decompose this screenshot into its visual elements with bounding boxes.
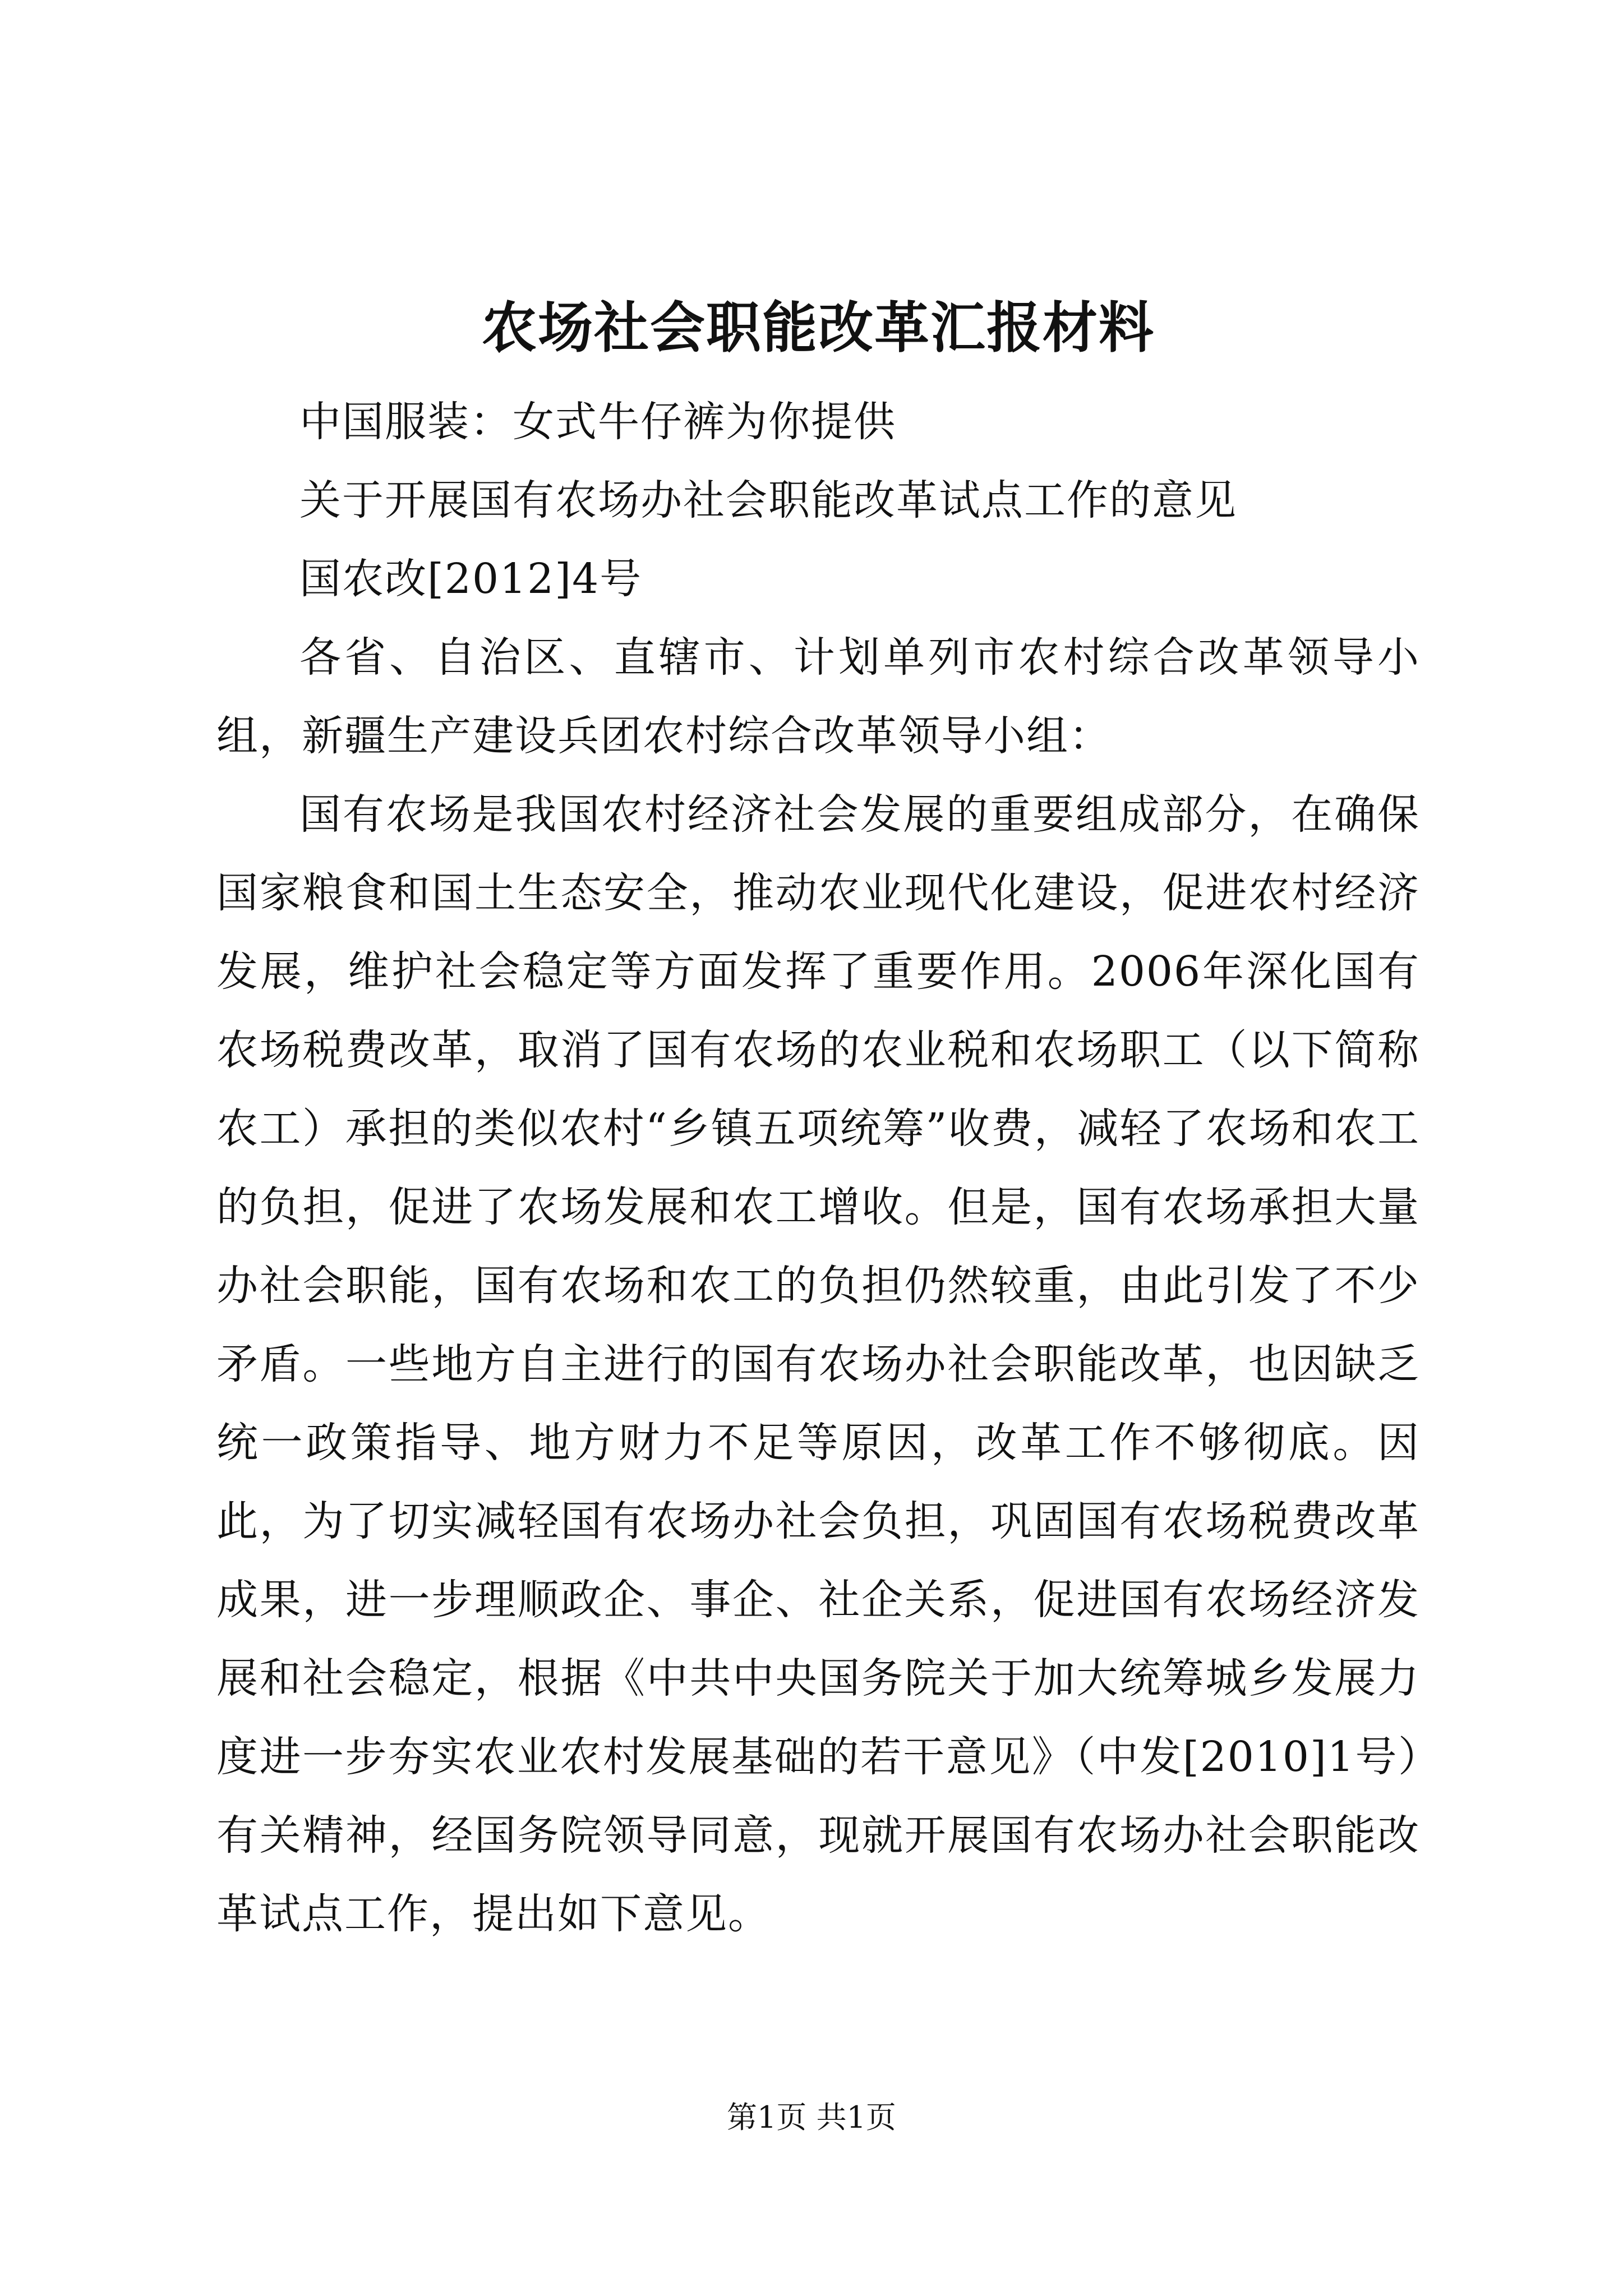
document-body (216, 280, 1420, 1953)
page-footer: 第1页 共1页 (727, 2100, 896, 2135)
document-number: 国农改[2012]4号 (299, 555, 643, 603)
body-paragraph: 国有农场是我国农村经济社会发展的重要组成部分，在确保国家粮食和国土生态安全，推动农业现代化建设，促进农村经济发展，维护社会稳定等方面发挥了重要作用。2006年深化国有农场税费改革，取消了国有农场的农业税和农场职工（以下简称农工）承担的类似农村“乡镇五项统筹”收费，减轻了农场和农工的负担，促进了农场发展和农工增收。但是，国有农场承担大量办社会职能，国有农场和农工的负担仍然较重，由此引发了不少矛盾。一些地方自主进行的国有农场办社会职能改革，也因缺乏统一政策指导、地方财力不足等原因，改革工作不够彻底。因此，为了切实减轻国有农场办社会负担，巩固国有农场税费改革成果，进一步理顺政企、事企、社企关系，促进国有农场经济发展和社会稳定，根据《中共中央国务院关于加大统筹城乡发展力度进一步夯实农业农村发展基础的若干意见》（中发[2010]1号）有关精神，经国务院领导同意，现就开展国有农场办社会职能改革试点工作，提出如下意见。 (216, 790, 1420, 1938)
addressee-paragraph: 各省、自治区、直辖市、计划单列市农村综合改革领导小组，新疆生产建设兵团农村综合改革领导小组： (216, 633, 1420, 760)
source-line: 中国服装：女式牛仔裤为你提供 (299, 398, 896, 446)
document-title: 农场社会职能改革汇报材料 (481, 296, 1155, 360)
notice-title: 关于开展国有农场办社会职能改革试点工作的意见 (299, 476, 1237, 524)
